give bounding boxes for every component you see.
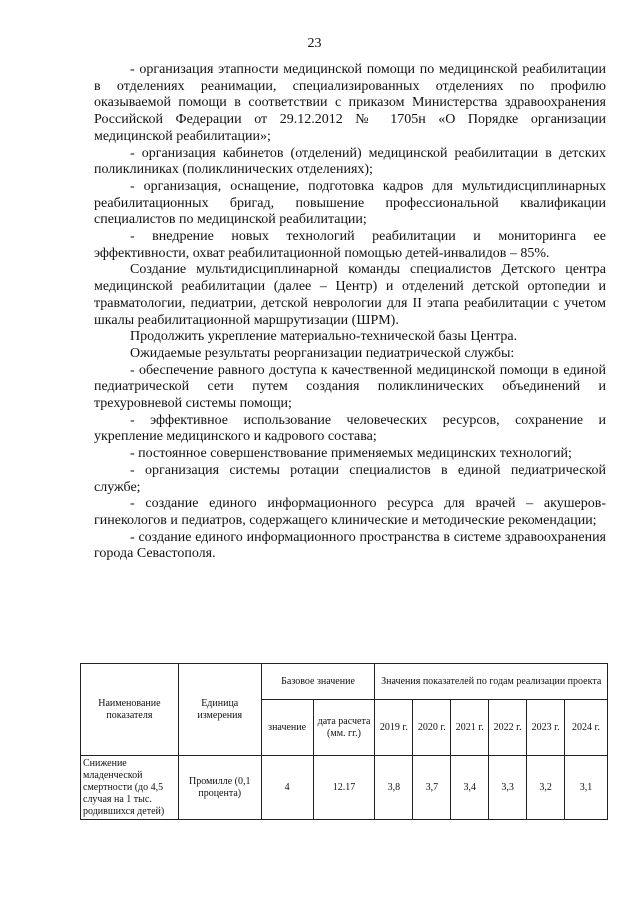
paragraph: Ожидаемые результаты реорганизации педиатрической службы: <box>130 345 515 361</box>
header-years-group: Значения показателей по годам реализации проекта <box>375 664 608 700</box>
cell-year: 3,8 <box>375 756 413 820</box>
paragraph: - организация, оснащение, подготовка кадров для мультидисциплинарных реабилитационных бригад, повышение профессиональной квалификации специалистов по медицинской реабилитации; <box>94 178 606 228</box>
cell-year: 3,4 <box>451 756 489 820</box>
header-name: Наименование показателя <box>81 664 179 756</box>
cell-year: 3,1 <box>565 756 608 820</box>
header-calc-date: дата расчета (мм. гг.) <box>313 700 375 756</box>
header-year: 2019 г. <box>375 700 413 756</box>
paragraph: - эффективное использование человеческих ресурсов, сохранение и укрепление медицинского и кадрового состава; <box>94 412 606 445</box>
paragraph: - создание единого информационного ресурса для врачей – акушеров-гинекологов и педиатров, содержащего клинические и методические рекомендации; <box>94 496 606 528</box>
table-row <box>81 756 608 820</box>
table-header-row <box>81 664 608 700</box>
cell-year: 3,3 <box>489 756 527 820</box>
header-year: 2021 г. <box>451 700 489 756</box>
body-text <box>94 62 606 563</box>
cell-value: 4 <box>261 756 313 820</box>
paragraph: - организация кабинетов (отделений) медицинской реабилитации в детских поликлиниках (поликлинических отделениях); <box>94 145 606 178</box>
indicators-table <box>80 663 608 820</box>
header-year: 2020 г. <box>413 700 451 756</box>
cell-year: 3,2 <box>527 756 565 820</box>
paragraph: - внедрение новых технологий реабилитации и мониторинга ее эффективности, охват реабилитационной помощью детей-инвалидов – 85%. <box>94 229 606 261</box>
page-number: 23 <box>307 36 322 51</box>
header-base: Базовое значение <box>261 664 375 700</box>
paragraph: - обеспечение равного доступа к качественной медицинской помощи в единой педиатрической сети путем создания поликлинических объединений и трехуровневой системы помощи; <box>94 362 606 412</box>
paragraph: - создание единого информационного пространства в системе здравоохранения города Севастополя. <box>94 529 606 562</box>
paragraph: - организация этапности медицинской помощи по медицинской реабилитации в отделениях реанимации, специализированных отделениях по профилю оказываемой помощи в соответствии с приказом Министерства здравоохранения Российской Федерации от 29.12.2012 № 1705н «О Порядке организации медицинской реабилитации»; <box>94 62 606 144</box>
cell-name: Снижение младенческой смертности (до 4,5 случая на 1 тыс. родившихся детей) <box>81 756 179 820</box>
header-year: 2024 г. <box>565 700 608 756</box>
cell-unit: Промилле (0,1 процента) <box>178 756 261 820</box>
cell-year: 3,7 <box>413 756 451 820</box>
paragraph: - постоянное совершенствование применяемых медицинских технологий; <box>130 446 572 462</box>
paragraph: - организация системы ротации специалистов в единой педиатрической службе; <box>94 462 606 495</box>
paragraph: Продолжить укрепление материально-технической базы Центра. <box>130 329 518 345</box>
header-year: 2023 г. <box>527 700 565 756</box>
header-unit: Единица измерения <box>178 664 261 756</box>
cell-calc-date: 12.17 <box>313 756 375 820</box>
header-year: 2022 г. <box>489 700 527 756</box>
header-value: значение <box>261 700 313 756</box>
paragraph: Создание мультидисциплинарной команды специалистов Детского центра медицинской реабилитации (далее – Центр) и отделений детской ортопедии и травматологии, педиатрии, детской неврологии для II этапа реабилитации с учетом шкалы реабилитационной маршрутизации (ШРМ). <box>94 262 606 328</box>
